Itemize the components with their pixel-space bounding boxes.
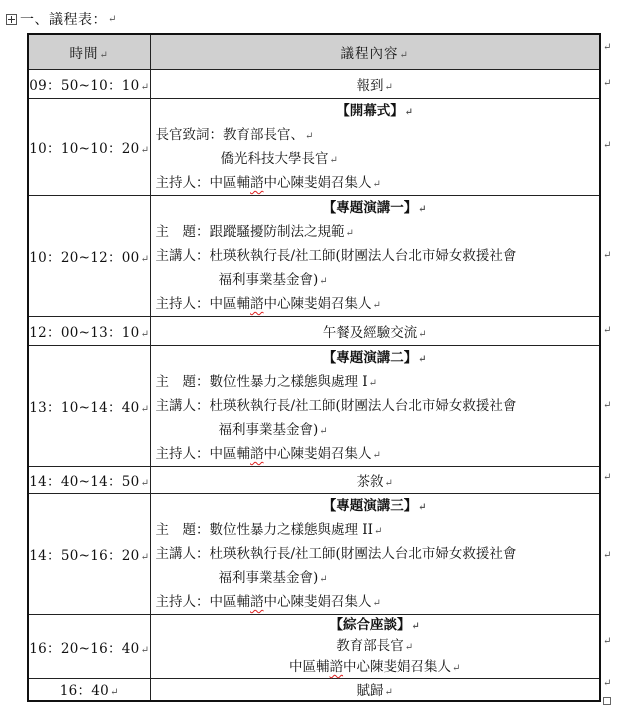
panel-line-2: 中區輔諮中心陳斐娟召集人↵ — [289, 659, 461, 675]
time-cell: 13：10~14：40↵ — [28, 346, 150, 467]
content-cell — [150, 346, 600, 467]
speaker-line: 主講人：杜瑛秋執行長/社工師(財團法人台北市婦女救援社會 — [155, 546, 517, 562]
content-cell: 賦歸↵ — [150, 679, 600, 701]
speaker-line-cont: 福利事業基金會)↵ — [218, 570, 328, 586]
greeting-line-2: 僑光科技大學長官↵ — [220, 151, 338, 167]
table-row — [28, 679, 600, 701]
row-end-mark-icon: ↵ — [603, 550, 612, 561]
time-cell: 10：20~12：00↵ — [28, 196, 150, 317]
topic-line: 主 題：跟蹤騷擾防制法之規範↵ — [155, 224, 354, 240]
row-end-mark-icon: ↵ — [603, 400, 612, 411]
session-title: 【開幕式】↵ — [336, 103, 414, 119]
content-cell — [150, 99, 600, 196]
table-header-row — [28, 34, 600, 70]
speaker-line: 主講人：杜瑛秋執行長/社工師(財團法人台北市婦女救援社會 — [155, 398, 517, 414]
session-title: 【專題演講三】↵ — [322, 498, 427, 514]
row-end-mark-icon: ↵ — [603, 42, 612, 53]
session-title: 【專題演講一】↵ — [322, 200, 427, 216]
paragraph-mark-icon: ↵ — [108, 13, 117, 25]
header-content: 議程內容↵ — [150, 34, 600, 70]
content-cell: 午餐及經驗交流↵ — [150, 317, 600, 346]
speaker-line-cont: 福利事業基金會)↵ — [218, 272, 328, 288]
agenda-table — [27, 33, 601, 702]
agenda-heading: 一、議程表： — [20, 12, 107, 28]
greeting-line: 長官致詞：教育部長官、↵ — [155, 127, 314, 143]
row-end-mark-icon: ↵ — [603, 678, 612, 689]
panel-line: 教育部長官↵ — [336, 638, 414, 654]
time-cell: 14：40~14：50↵ — [28, 467, 150, 494]
table-row — [28, 467, 600, 494]
table-row — [28, 615, 600, 679]
topic-line: 主 題：數位性暴力之樣態與處理 I↵ — [155, 374, 378, 390]
topic-line: 主 題：數位性暴力之樣態與處理 II↵ — [155, 522, 383, 538]
table-row — [28, 99, 600, 196]
session-title: 【綜合座談】↵ — [329, 617, 420, 633]
time-cell: 16：40↵ — [28, 679, 150, 701]
content-cell: 報到↵ — [150, 70, 600, 99]
host-line: 主持人：中區輔諮中心陳斐娟召集人↵ — [155, 594, 381, 610]
row-end-mark-icon: ↵ — [603, 250, 612, 261]
table-row — [28, 317, 600, 346]
host-line: 主持人：中區輔諮中心陳斐娟召集人↵ — [155, 296, 381, 312]
content-cell — [150, 494, 600, 615]
time-cell: 12：00~13：10↵ — [28, 317, 150, 346]
content-cell — [150, 196, 600, 317]
session-title: 【專題演講二】↵ — [322, 350, 427, 366]
content-cell — [150, 615, 600, 679]
row-end-mark-icon: ↵ — [603, 325, 612, 336]
table-row — [28, 196, 600, 317]
speaker-line-cont: 福利事業基金會)↵ — [218, 422, 328, 438]
host-line: 主持人：中區輔諮中心陳斐娟召集人↵ — [155, 175, 381, 191]
speaker-line: 主講人：杜瑛秋執行長/社工師(財團法人台北市婦女救援社會 — [155, 248, 517, 264]
time-cell: 16：20~16：40↵ — [28, 615, 150, 679]
table-resize-handle-icon[interactable] — [603, 697, 611, 705]
table-move-handle-icon[interactable] — [6, 14, 17, 25]
content-cell: 茶敘↵ — [150, 467, 600, 494]
table-row — [28, 494, 600, 615]
header-time: 時間↵ — [28, 34, 150, 70]
time-cell: 10：10~10：20↵ — [28, 99, 150, 196]
table-row — [28, 346, 600, 467]
heading-row — [6, 10, 116, 28]
host-line: 主持人：中區輔諮中心陳斐娟召集人↵ — [155, 446, 381, 462]
row-end-mark-icon: ↵ — [603, 78, 612, 89]
time-cell: 14：50~16：20↵ — [28, 494, 150, 615]
row-end-mark-icon: ↵ — [603, 472, 612, 483]
row-end-mark-icon: ↵ — [603, 140, 612, 151]
table-row — [28, 70, 600, 99]
time-cell: 09：50~10：10↵ — [28, 70, 150, 99]
row-end-mark-icon: ↵ — [603, 636, 612, 647]
